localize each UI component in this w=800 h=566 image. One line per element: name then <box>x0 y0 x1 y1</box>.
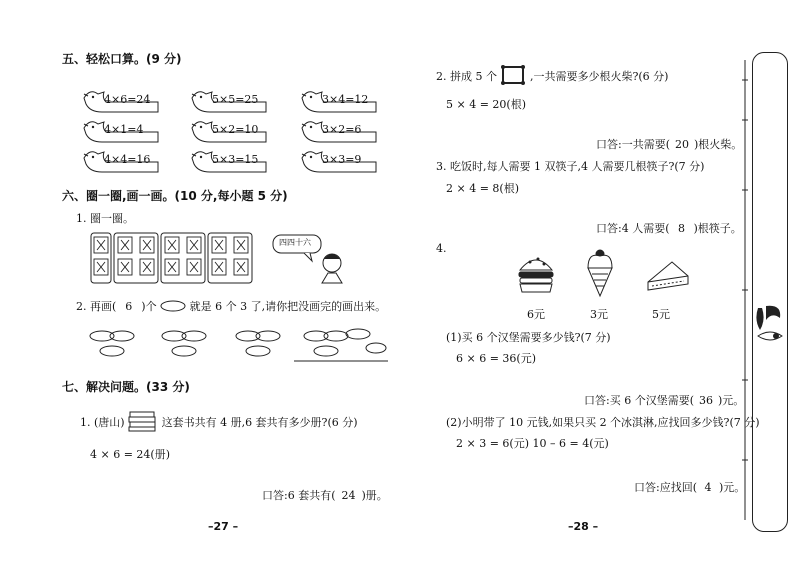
calc-2: 5 × 4 = 20(根) <box>446 98 526 111</box>
bird-calc-card <box>190 144 272 176</box>
calc-expression: 5×2=10 <box>212 123 259 136</box>
answer-label: 口答:6 套共有( <box>262 489 336 502</box>
answer-label: )根火柴。 <box>694 138 743 151</box>
answer-label: 口答:4 人需要( <box>596 222 670 235</box>
q-text: 就是 6 个 3 了,请你把没画完的画出来。 <box>189 300 387 313</box>
question-6-1: 1. 圈一圈。 <box>76 212 134 225</box>
question-7-1 <box>80 410 358 432</box>
hamburger-icon <box>519 258 553 292</box>
section-7-title: 七、解决问题。(33 分) <box>62 380 190 394</box>
price-cake: 5元 <box>652 308 670 321</box>
bird-calc-card <box>82 144 164 176</box>
calc-expression: 3×2=6 <box>322 123 362 136</box>
page-number-left: –27 – <box>208 520 239 533</box>
answer-label: )册。 <box>361 489 388 502</box>
answer-value: 4 <box>704 481 712 494</box>
question-4-label: 4. <box>436 242 447 255</box>
answer-label: 口答:应找回( <box>634 481 697 494</box>
question-6-2 <box>76 298 386 314</box>
calc-expression: 3×3=9 <box>322 153 362 166</box>
q-text: ,一共需要多少根火柴?(6 分) <box>529 70 669 83</box>
answer-value: 36 <box>699 394 713 407</box>
bird-calc-card <box>300 144 382 176</box>
calc-expression: 3×4=12 <box>322 93 369 106</box>
calc-expression: 4×6=24 <box>104 93 151 106</box>
section-5-title: 五、轻松口算。(9 分) <box>62 52 182 66</box>
answer-value: 24 <box>341 489 356 502</box>
side-margin-frame <box>752 52 788 532</box>
oval-icon <box>160 300 186 312</box>
binding-line <box>738 60 752 520</box>
answer-7-1 <box>262 487 388 503</box>
answer-4-2 <box>634 479 745 495</box>
food-items-illustration <box>516 246 696 302</box>
answer-value: 6 <box>125 300 133 313</box>
calc-3: 2 × 4 = 8(根) <box>446 182 519 195</box>
brand-logo-icon <box>752 300 788 346</box>
cake-slice-icon <box>648 262 688 290</box>
answer-label: 口答:买 6 个汉堡需要( <box>584 394 694 407</box>
q-text: )个 <box>141 300 157 313</box>
bird-calc-card <box>82 114 164 146</box>
page-number-right: –28 – <box>568 520 599 533</box>
speech-bubble-text: 四四十六 <box>279 238 311 247</box>
lantern-groups-illustration <box>90 231 265 285</box>
answer-2 <box>596 136 742 152</box>
calc-expression: 4×1=4 <box>104 123 144 136</box>
calc-4-2: 2 × 3 = 6(元) 10 – 6 = 4(元) <box>456 437 609 450</box>
question-3: 3. 吃饭时,每人需要 1 双筷子,4 人需要几根筷子?(7 分) <box>436 160 705 173</box>
answer-4-1 <box>584 392 744 408</box>
q-text: 2. 拼成 5 个 <box>436 70 497 83</box>
ice-cream-icon <box>588 250 612 296</box>
answer-3 <box>596 220 742 236</box>
match-square-icon <box>500 64 526 86</box>
answer-label: )元。 <box>718 394 745 407</box>
bird-calc-card <box>300 114 382 146</box>
q-text: 这套书共有 4 册,6 套共有多少册?(6 分) <box>161 416 358 429</box>
calc-expression: 5×5=25 <box>212 93 259 106</box>
calc-expression: 5×3=15 <box>212 153 259 166</box>
bird-calc-card <box>300 84 382 116</box>
calc-expression: 4×4=16 <box>104 153 151 166</box>
answer-value: 8 <box>678 222 685 235</box>
section-6-title: 六、圈一圈,画一画。(10 分,每小题 5 分) <box>62 189 288 203</box>
calc-4-1: 6 × 6 = 36(元) <box>456 352 536 365</box>
book-stack-icon <box>128 410 158 432</box>
answer-label: )根筷子。 <box>693 222 742 235</box>
price-ice-cream: 3元 <box>590 308 608 321</box>
bird-calc-card <box>190 114 272 146</box>
oval-drawing <box>88 324 388 368</box>
answer-value: 20 <box>675 138 689 151</box>
calc-7-1: 4 × 6 = 24(册) <box>90 448 170 461</box>
q-text: 1. (唐山) <box>80 416 125 429</box>
question-4-2: (2)小明带了 10 元钱,如果只买 2 个冰淇淋,应找回多少钱?(7 分) <box>446 416 760 429</box>
bird-calc-card <box>190 84 272 116</box>
price-hamburger: 6元 <box>527 308 545 321</box>
question-4-1: (1)买 6 个汉堡需要多少钱?(7 分) <box>446 331 611 344</box>
question-2 <box>436 64 668 86</box>
answer-label: )元。 <box>719 481 746 494</box>
answer-label: 口答:一共需要( <box>596 138 670 151</box>
bird-calc-card <box>82 84 164 116</box>
q-text: 2. 再画( <box>76 300 117 313</box>
